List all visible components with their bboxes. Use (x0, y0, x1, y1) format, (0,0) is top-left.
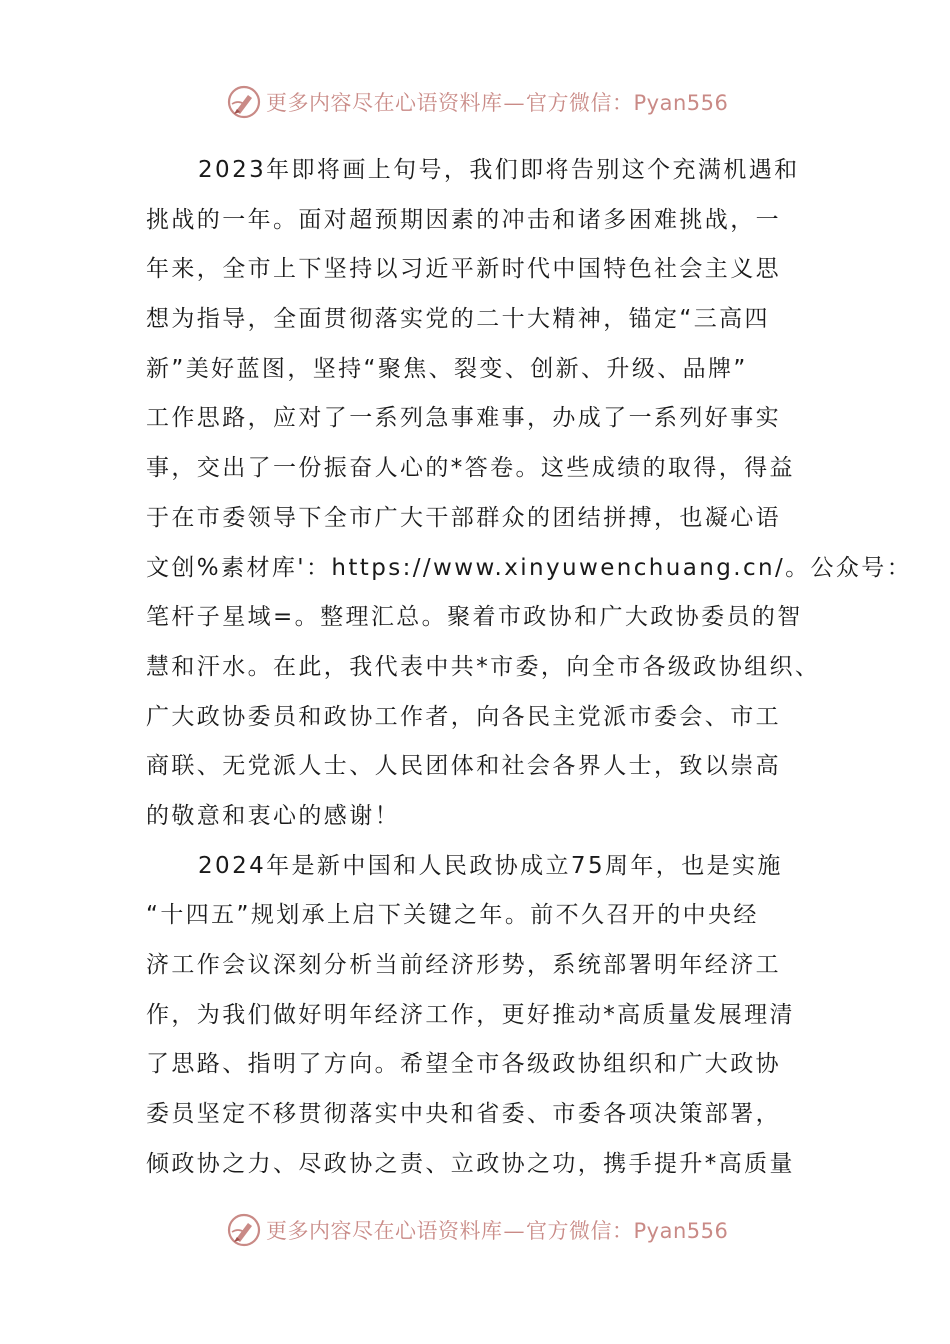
text-line: 慧和汗水。在此，我代表中共*市委，向全市各级政协组织、 (146, 653, 821, 680)
banner-contact: 官方微信：Pyan556 (526, 91, 729, 115)
text-line: 商联、无党派人士、人民团体和社会各界人士，致以崇高 (146, 753, 781, 780)
text-line: 的敬意和衷心的感谢！ (146, 802, 400, 829)
text-line: 济工作会议深刻分析当前经济形势，系统部署明年经济工 (146, 952, 781, 978)
text-line: 年来，全市上下坚持以习近平新时代中国特色社会主义思 (146, 256, 781, 283)
text-line: 2024年是新中国和人民政协成立75周年，也是实施 (198, 852, 783, 879)
pen-nib-logo-icon (226, 84, 262, 120)
text-line: 文创%素材库'：https://www.xinyuwenchuang.cn/。公众号： (146, 554, 913, 581)
text-line: 工作思路，应对了一系列急事难事，办成了一系列好事实 (146, 405, 781, 432)
banner-separator: — (503, 1219, 525, 1243)
banner-separator: — (503, 91, 525, 115)
text-line: 想为指导，全面贯彻落实党的二十大精神，锚定“三高四 (146, 306, 770, 333)
text-line: 委员坚定不移贯彻落实中央和省委、市委各项决策部署， (146, 1101, 781, 1128)
banner-label (266, 87, 728, 117)
text-line: 新”美好蓝图，坚持“聚焦、裂变、创新、升级、品牌” (146, 355, 748, 382)
header-banner (226, 82, 746, 122)
text-line: 于在市委领导下全市广大干部群众的团结拼搏，也凝心语 (146, 504, 781, 531)
banner-contact: 官方微信：Pyan556 (526, 1219, 729, 1243)
text-line: “十四五”规划承上启下关键之年。前不久召开的中央经 (146, 902, 759, 929)
banner-label (266, 1215, 728, 1245)
text-line: 作，为我们做好明年经济工作，更好推动*高质量发展理清 (146, 1001, 795, 1028)
text-line: 了思路、指明了方向。希望全市各级政协组织和广大政协 (146, 1051, 781, 1078)
text-line: 事，交出了一份振奋人心的*答卷。这些成绩的取得，得益 (146, 455, 795, 482)
banner-title: 更多内容尽在心语资料库 (266, 91, 503, 115)
article-body (146, 146, 913, 1189)
text-line: 2023年即将画上句号，我们即将告别这个充满机遇和 (198, 157, 800, 183)
footer-banner (226, 1210, 746, 1250)
text-line: 笔杆子星域=。整理汇总。聚着市政协和广大政协委员的智 (146, 604, 803, 631)
text-line: 挑战的一年。面对超预期因素的冲击和诸多困难挑战，一 (146, 206, 781, 233)
text-line: 倾政协之力、尽政协之责、立政协之功，携手提升*高质量 (146, 1150, 795, 1177)
banner-title: 更多内容尽在心语资料库 (266, 1219, 503, 1243)
pen-nib-logo-icon (226, 1212, 262, 1248)
text-line: 广大政协委员和政协工作者，向各民主党派市委会、市工 (146, 703, 781, 730)
